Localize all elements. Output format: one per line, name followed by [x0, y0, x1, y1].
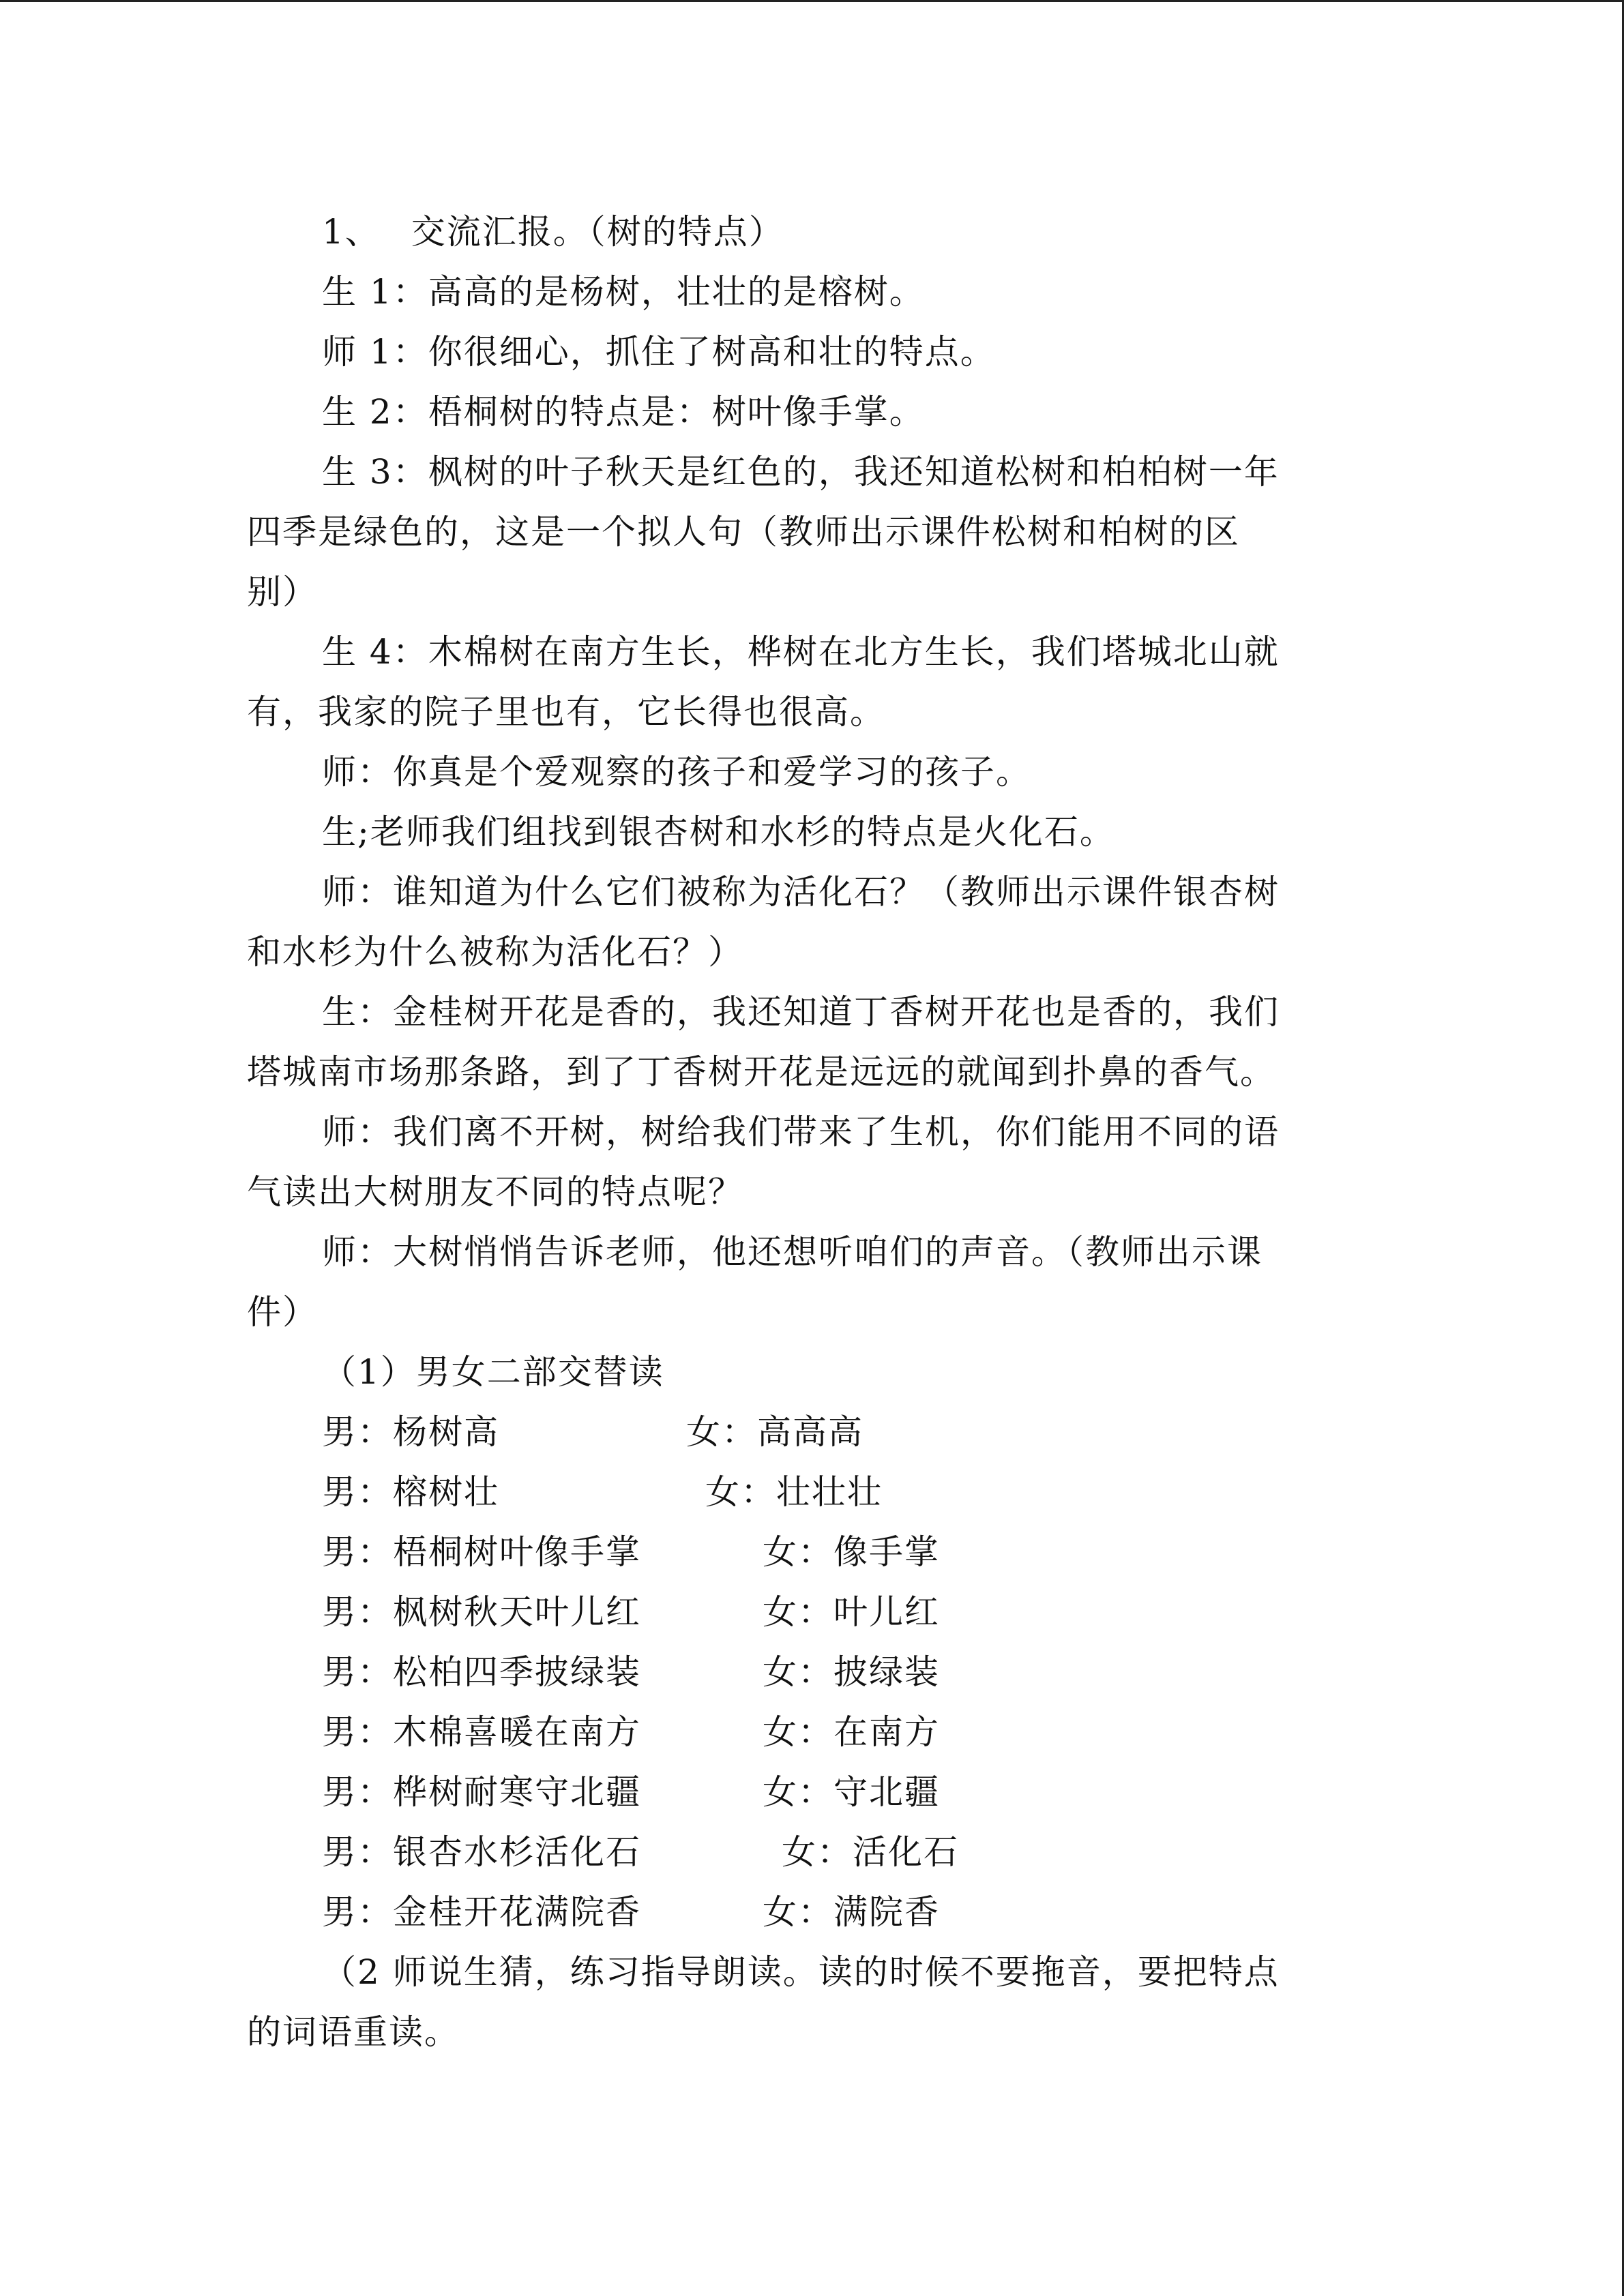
male-line-8: 男：银杏水杉活化石	[322, 1832, 641, 1872]
student-osmanthus-line-1: 生：金桂树开花是香的，我还知道丁香树开花也是香的，我们	[322, 992, 1280, 1032]
female-line-8: 女：活化石	[782, 1832, 959, 1872]
male-line-6: 男：木棉喜暖在南方	[322, 1712, 641, 1752]
student-1-line: 生 1：高高的是杨树，壮壮的是榕树。	[322, 272, 925, 312]
student-3-line-1: 生 3：枫树的叶子秋天是红色的，我还知道松树和柏柏树一年	[322, 452, 1280, 492]
student-3-line-2: 四季是绿色的，这是一个拟人句（教师出示课件松树和柏树的区	[247, 512, 1240, 552]
student-3-line-3: 别）	[247, 572, 318, 612]
female-line-4: 女：叶儿红	[763, 1592, 940, 1632]
female-line-5: 女：披绿装	[763, 1652, 940, 1692]
teacher-question-line-1: 师：谁知道为什么它们被称为活化石？（教师出示课件银杏树	[322, 872, 1280, 912]
teacher-trees-line-1: 师：我们离不开树，树给我们带来了生机，你们能用不同的语	[322, 1112, 1280, 1152]
male-line-9: 男：金桂开花满院香	[322, 1892, 641, 1932]
teacher-1-line: 师 1：你很细心，抓住了树高和壮的特点。	[322, 332, 996, 372]
female-line-6: 女：在南方	[763, 1712, 940, 1752]
teacher-courseware-line-2: 件）	[247, 1292, 318, 1332]
male-line-2: 男：榕树壮	[322, 1472, 499, 1512]
teacher-praise-line: 师：你真是个爱观察的孩子和爱学习的孩子。	[322, 752, 1031, 792]
male-line-1: 男：杨树高	[322, 1412, 499, 1452]
guided-reading-line-2: 的词语重读。	[247, 2012, 460, 2052]
student-2-line: 生 2：梧桐树的特点是：树叶像手掌。	[322, 392, 925, 432]
male-line-5: 男：松柏四季披绿装	[322, 1652, 641, 1692]
alternate-reading-heading: （1）男女二部交替读	[322, 1352, 664, 1392]
student-osmanthus-line-2: 塔城南市场那条路，到了丁香树开花是远远的就闻到扑鼻的香气。	[247, 1052, 1275, 1092]
female-line-3: 女：像手掌	[763, 1532, 940, 1572]
student-4-line-1: 生 4：木棉树在南方生长，桦树在北方生长，我们塔城北山就	[322, 632, 1280, 672]
male-line-3: 男：梧桐树叶像手掌	[322, 1532, 641, 1572]
female-line-1: 女：高高高	[686, 1412, 863, 1452]
male-line-7: 男：桦树耐寒守北疆	[322, 1772, 641, 1812]
female-line-2: 女：壮壮壮	[705, 1472, 883, 1512]
male-line-4: 男：枫树秋天叶儿红	[322, 1592, 641, 1632]
heading-exchange-report: 1、 交流汇报。（树的特点）	[322, 212, 784, 252]
teacher-courseware-line-1: 师：大树悄悄告诉老师，他还想听咱们的声音。（教师出示课	[322, 1232, 1263, 1272]
guided-reading-line-1: （2 师说生猜，练习指导朗读。读的时候不要拖音，要把特点	[322, 1952, 1280, 1992]
student-4-line-2: 有，我家的院子里也有，它长得也很高。	[247, 692, 885, 732]
teacher-trees-line-2: 气读出大树朋友不同的特点呢？	[247, 1172, 743, 1212]
female-line-9: 女：满院香	[763, 1892, 940, 1932]
student-group-line: 生;老师我们组找到银杏树和水杉的特点是火化石。	[322, 812, 1115, 852]
teacher-question-line-2: 和水杉为什么被称为活化石？）	[247, 932, 743, 972]
female-line-7: 女：守北疆	[763, 1772, 940, 1812]
